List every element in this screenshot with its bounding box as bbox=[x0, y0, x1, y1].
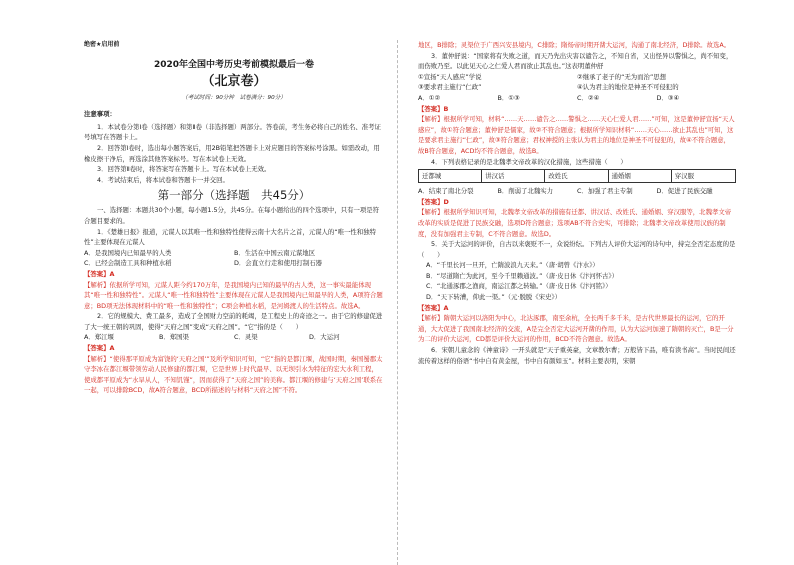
option-c: C．②④ bbox=[577, 93, 600, 102]
right-column bbox=[418, 40, 736, 366]
question-2-stem: 2．它的规模大、费工最多，造成了全国财力空前的耗竭，是工程史上的奇迹之一。由于它的修建促进了大一统王朝的巩固，使得“天府之国”变成“天府之国”。“它”指的是（ ） bbox=[84, 312, 383, 331]
option-d: D．大运河 bbox=[309, 333, 340, 342]
question-5-analysis: 【解析】隋朝大运河以洛阳为中心，北达涿郡，南至余杭，全长两千多千米，是古代世界最长的运河，它的开通，大大促进了我国南北经济的交流，A是完全否定大运河开凿的作用，认为大运河加速了隋朝的灭亡，B是一分为二的评价大运河，CD都是评价大运河的作用，BCD不符合题意。故选A。 bbox=[418, 314, 734, 344]
option-b: B．“尽道隋亡为此河，至今千里赖通波。”（唐·皮日休《汴河怀古》） bbox=[426, 271, 618, 280]
option-d: D．会直立行走和使用打制石器 bbox=[234, 259, 322, 268]
option-a: A．结束了南北分裂 bbox=[418, 187, 474, 196]
notice-item: 3．回答第Ⅱ卷时，将答案写在答题卡上。写在本试卷上无效。 bbox=[97, 165, 271, 174]
question-4-analysis: 【解析】根据所学知识可知，北魏孝文帝改革的措施有迁都、讲汉话、改姓氏、通婚姻、穿汉服等，北魏孝文帝改革的实质是促进了民族交融，选项D符合题意；选项AB不符合史实，可排除；北魏孝文帝改革使用汉族的制度，没有加强君主专制，C不符合题意。故选D。 bbox=[418, 208, 732, 238]
option-b: B．①③ bbox=[497, 93, 520, 102]
part-description: 一、选择题：本题共30个小题，每小题1.5分，共45分。在每小题给出的四个选项中，只有一项是符合题目要求的。 bbox=[84, 206, 380, 225]
question-1-options bbox=[84, 258, 384, 269]
statement-1: ①宣扬“天人感应”学说 bbox=[418, 72, 482, 81]
question-3-analysis: 【解析】根据所学可知，材料“……天……谴告之……警惧之……天心仁爱人君……”可知，这是董仲舒宣扬“天人感应”，故①符合题意；董仲舒是儒家，故②不符合题意；根据所学知识材料“……天心……欲止其乱也”可知，这是要求君主施行“仁政”，故③符合题意；君权神授的主张认为君主的地位是神圣不可侵犯的，故④不符合题意，故B符合题意，ACD均不符合题意，故选B。 bbox=[418, 115, 735, 155]
question-1-answer: 【答案】A bbox=[84, 269, 115, 278]
table-cell: 穿汉服 bbox=[674, 172, 694, 181]
question-1-options bbox=[84, 248, 384, 259]
table-cell: 迁都城 bbox=[419, 170, 482, 182]
table-cell: 通婚姻 bbox=[609, 170, 672, 182]
option-b: B．郑国渠 bbox=[159, 333, 189, 342]
option-c: C．“北通涿郡之渔商，南运江都之转输。”（唐·皮日休《汴河铭》） bbox=[426, 282, 612, 291]
option-b: B．生活在中国云南元谋地区 bbox=[234, 248, 316, 257]
question-4-options bbox=[418, 186, 736, 197]
option-d: D．促进了民族交融 bbox=[656, 187, 713, 196]
option-d: D．“天下转漕，仰此一渠。”（元·脱脱《宋史》） bbox=[426, 293, 561, 302]
statement-2: ②继承了老子的“无为而治”思想 bbox=[577, 72, 667, 81]
option-a: A．①② bbox=[418, 93, 441, 102]
statement-4: ④认为君主的地位是神圣不可侵犯的 bbox=[577, 83, 679, 92]
option-c: C．已经会制造工具和种植水稻 bbox=[84, 259, 172, 268]
part-title: 第一部分（选择题 共45分） bbox=[157, 188, 311, 203]
option-c: C．加强了君主专制 bbox=[577, 187, 633, 196]
exam-title: 2020年全国中考历史考前模拟最后一卷 bbox=[153, 59, 315, 70]
question-2-analysis: 【解析】“使得那平原成为富饶的‘天府之国’”及所学知识可知，“它”指的是都江堰，战国时期，秦国蜀郡太守李冰在都江堰带领劳动人民修建的都江堰，它是世界上时代最早、以无坝引水为特征的宏大水利工程，使成都平原成为“水旱从人，不知饥馑”，因而获得了“天府之国”的美称。都江堰的修建与‘天府之国’联系在一起，可以排除BCD，故A符合题意，BCD所描述的与材料“天府之国”不符。 bbox=[84, 354, 383, 395]
option-c: C．灵渠 bbox=[234, 333, 258, 342]
option-a: A．郑江堰 bbox=[84, 333, 114, 342]
question-5-stem: 5．关于大运河的评价，自古以来褒贬不一，众说纷纭。下列古人评价大运河的诗句中，持完全否定态度的是（ ） bbox=[418, 240, 736, 259]
question-3-stem: 3．董仲舒说：“国家将有失败之道，而天乃先出灾害以谴告之，不知自省，又出怪异以警惧之，尚不知变，而伤败乃至。以此见天心之仁爱人君而欲止其乱也。”这表明董仲舒 bbox=[418, 51, 733, 71]
reform-measures-table bbox=[418, 169, 736, 183]
notice-item: 1．本试卷分第Ⅰ卷（选择题）和第Ⅱ卷（非选择题）两部分。答卷前，考生务必将自己的姓名、准考证号填写在答题卡上。 bbox=[84, 122, 381, 142]
left-column bbox=[84, 40, 384, 396]
table-cell: 讲汉话 bbox=[482, 170, 545, 182]
question-3-statements bbox=[418, 82, 736, 93]
question-6-stem: 6．宋朝儿童念的《神童诗》一开头就是“天子重英豪，文章教尔曹；万般皆下品，唯有读书高”。当时民间还流传着这样的俗语“书中自有黄金屋，书中自有颜如玉”。材料主要表明，宋朝 bbox=[418, 346, 736, 365]
question-3-options bbox=[418, 93, 736, 104]
option-a: A．是我国境内已知最早的人类 bbox=[84, 248, 172, 257]
exam-meta: （考试时间：90分钟 试卷满分：90分） bbox=[182, 94, 286, 101]
notice-heading: 注意事项： bbox=[84, 110, 116, 119]
option-a: A．“千里长河一旦开，亡隋波浪九天来。”（唐·胡曾《汴水》） bbox=[426, 261, 599, 270]
question-5-answer: 【答案】A bbox=[418, 303, 449, 312]
question-1-analysis: 【解析】依据所学可知，元谋人距今约170万年，是我国境内已知的最早的古人类，这一事实最能体现其“唯一性和独特性”。元谋人“唯一性和独特性”主要体现在元谋人是我国境内已知最早的人类，A项符合题意；BD项无法体现材料中的“唯一性和独特性”；C项会种植水稻，是河姆渡人的生活特点。故选A。 bbox=[84, 280, 383, 310]
question-2-answer: 【答案】A bbox=[84, 344, 115, 353]
question-1-stem: 1．《楚雄日报》报道，元谋人以其唯一性和独特性使得云南十大名片之首，元谋人的“唯一性和独特性”主要体现在元谋人 bbox=[84, 227, 376, 247]
question-4-stem: 4．下列表格记录的是北魏孝文帝改革的汉化措施，这些措施（ ） bbox=[431, 157, 627, 166]
secret-mark: 绝密★启用前 bbox=[84, 41, 120, 48]
question-3-answer: 【答案】B bbox=[418, 104, 449, 113]
option-b: B．削弱了北魏实力 bbox=[497, 187, 554, 196]
notice-item: 2．回答第Ⅰ卷时，选出每小题答案后，用2B铅笔把答题卡上对应题目的答案标号涂黑。如需改动，用橡皮擦干净后，再选涂其他答案标号。写在本试卷上无效。 bbox=[84, 143, 380, 163]
statement-3: ③要求君主施行“仁政” bbox=[418, 83, 482, 92]
carry-over-analysis: 地区，B排除；灵渠位于广西兴安县境内，C排除；隋炀帝时期开凿大运河，沟通了南北经济，D排除。故选A。 bbox=[418, 41, 731, 49]
question-4-answer: 【答案】D bbox=[418, 197, 449, 206]
notice-item: 4．考试结束后，将本试卷和答题卡一并交回。 bbox=[97, 175, 229, 184]
table-cell: 改姓氏 bbox=[545, 170, 608, 182]
question-3-statements bbox=[418, 72, 736, 83]
question-2-options bbox=[84, 332, 384, 343]
exam-subtitle: （北京卷） bbox=[201, 73, 267, 89]
option-d: D．③④ bbox=[656, 93, 680, 102]
column-divider bbox=[397, 40, 398, 565]
